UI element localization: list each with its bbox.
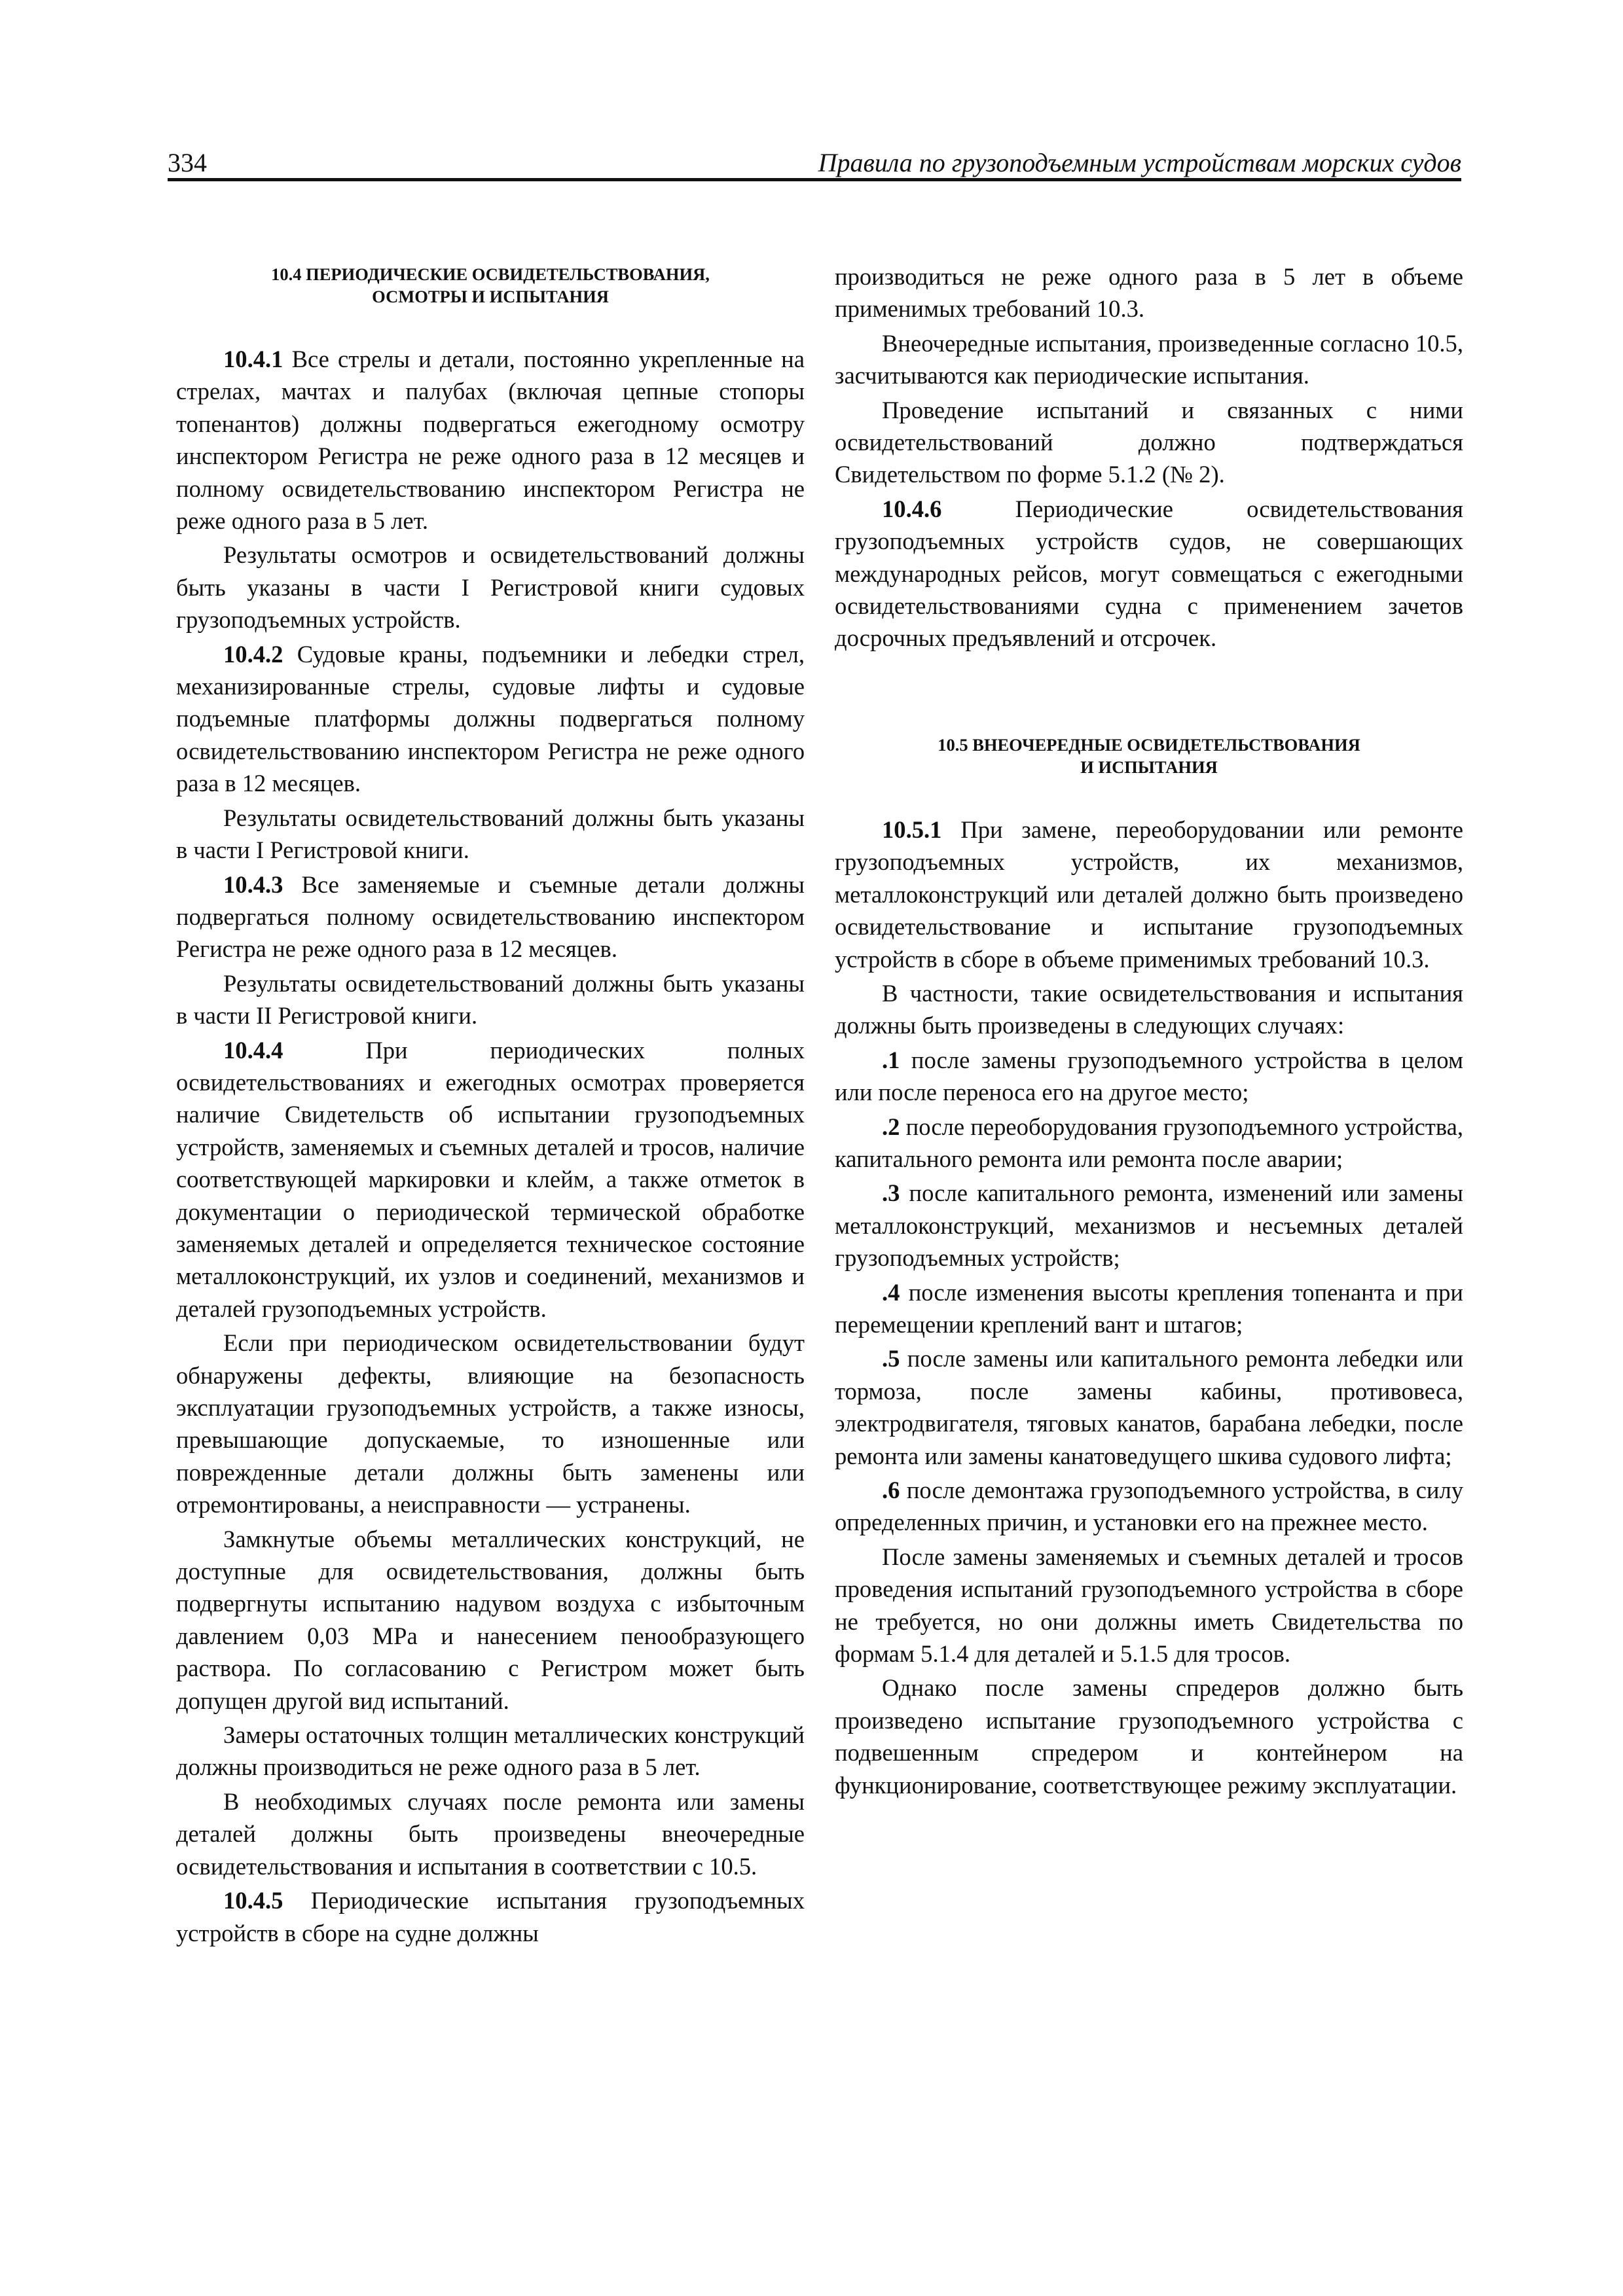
list-item: .3 после капитального ремонта, изменений или замены металлоконструкций, механизмов и несъемных деталей грузоподъемных устройств; — [835, 1179, 1463, 1272]
paragraph: Проведение испытаний и связанных с ними освидетельствований должно подтверждаться Свидетельством по форме 5.1.2 (№ 2). — [835, 396, 1463, 488]
paragraph: Если при периодическом освидетельствовании будут обнаружены дефекты, влияющие на безопасность эксплуатации грузоподъемных устройств, а также износы, превышающие допускаемые, то изношенные или поврежденные детали должны быть заменены или отремонтированы, а неисправности — устранены. — [176, 1329, 805, 1518]
page-header — [168, 145, 1461, 181]
section-heading-10-5: 10.5 ВНЕОЧЕРЕДНЫЕ ОСВИДЕТЕЛЬСТВОВАНИЯ И ИСПЫТАНИЯ — [938, 734, 1360, 777]
section-heading-10-4: 10.4 ПЕРИОДИЧЕСКИЕ ОСВИДЕТЕЛЬСТВОВАНИЯ, ОСМОТРЫ И ИСПЫТАНИЯ — [271, 264, 710, 306]
paragraph-10-4-6: 10.4.6 Периодические освидетельствования грузоподъемных устройств судов, не совершающих международных рейсов, могут совмещаться с ежегодными освидетельствованиями судна с применением зачетов досрочных предъявлений и отсрочек. — [835, 495, 1463, 652]
paragraph: производиться не реже одного раза в 5 лет в объеме применимых требований 10.3. — [835, 263, 1463, 323]
header-rule — [168, 178, 1461, 181]
paragraph: Результаты освидетельствований должны быть указаны в части I Регистровой книги. — [176, 804, 805, 864]
paragraph-10-5-1: 10.5.1 При замене, переоборудовании или ремонте грузоподъемных устройств, их механизмов, металлоконструкций или деталей должно быть произведено освидетельствование и испытание грузоподъемных устройств в сборе в объеме применимых требований 10.3. — [835, 816, 1463, 973]
paragraph: Однако после замены спредеров должно быть произведено испытание грузоподъемного устройства с подвешенным спредером и контейнером на функционирование, соответствующее режиму эксплуатации. — [835, 1674, 1463, 1799]
running-title: Правила по грузоподъемным устройствам морских судов — [818, 148, 1461, 177]
paragraph: Результаты освидетельствований должны быть указаны в части II Регистровой книги. — [176, 969, 805, 1030]
paragraph: В необходимых случаях после ремонта или замены деталей должны быть произведены внеочередные освидетельствования и испытания в соответствии с 10.5. — [176, 1787, 805, 1880]
paragraph-10-4-3: 10.4.3 Все заменяемые и съемные детали должны подвергаться полному освидетельствованию инспектором Регистра не реже одного раза в 12 месяцев. — [176, 870, 805, 963]
paragraph: После замены заменяемых и съемных деталей и тросов проведения испытаний грузоподъемного устройства в сборе не требуется, но они должны иметь Свидетельства по формам 5.1.4 для деталей и 5.1.5 для тросов. — [835, 1543, 1463, 1668]
list-item: .4 после изменения высоты крепления топенанта и при перемещении креплений вант и штагов; — [835, 1278, 1463, 1338]
left-column — [176, 260, 805, 1951]
list-item: .5 после замены или капитального ремонта лебедки или тормоза, после замены кабины, противовеса, электродвигателя, тяговых канатов, барабана лебедки, после ремонта или замены канатоведущего шкива судового лифта; — [835, 1345, 1463, 1469]
paragraph: Внеочередные испытания, произведенные согласно 10.5, засчитываются как периодические испытания. — [835, 329, 1463, 389]
paragraph: Замеры остаточных толщин металлических конструкций должны производиться не реже одного раза в 5 лет. — [176, 1721, 805, 1781]
list-item: .2 после переоборудования грузоподъемного устройства, капитального ремонта или ремонта после аварии; — [835, 1113, 1463, 1172]
paragraph: Результаты осмотров и освидетельствований должны быть указаны в части I Регистровой книги судовых грузоподъемных устройств. — [176, 541, 805, 634]
paragraph: Замкнутые объемы металлических конструкций, не доступные для освидетельствования, должны быть подвергнуты испытанию надувом воздуха с избыточным давлением 0,03 МРа и нанесением пенообразующего раствора. По согласованию с Регистром может быть допущен другой вид испытаний. — [176, 1525, 805, 1714]
list-item: .1 после замены грузоподъемного устройства в целом или после переноса его на другое место; — [835, 1046, 1463, 1106]
right-column — [835, 260, 1463, 1803]
page-number: 334 — [168, 148, 207, 177]
paragraph-10-4-1: 10.4.1 Все стрелы и детали, постоянно укрепленные на стрелах, мачтах и палубах (включая цепные стопоры топенантов) должны подвергаться ежегодному осмотру инспектором Регистра не реже одного раза в 12 месяцев и полному освидетельствованию инспектором Регистра не реже одного раза в 5 лет. — [176, 346, 805, 535]
paragraph-10-4-2: 10.4.2 Судовые краны, подъемники и лебедки стрел, механизированные стрелы, судовые лифты и судовые подъемные платформы должны подвергаться полному освидетельствованию инспектором Регистра не реже одного раза в 12 месяцев. — [176, 640, 805, 797]
list-item: .6 после демонтажа грузоподъемного устройства, в силу определенных причин, и установки его на прежнее место. — [835, 1477, 1463, 1536]
paragraph: В частности, такие освидетельствования и испытания должны быть произведены в следующих случаях: — [835, 979, 1463, 1039]
paragraph-10-4-4: 10.4.4 При периодических полных освидетельствованиях и ежегодных осмотрах проверяется наличие Свидетельств об испытании грузоподъемных устройств, заменяемых и съемных деталей и тросов, наличие соответствующей маркировки и клейм, а также отметок в документации о периодической термической обработке заменяемых деталей и определяется техническое состояние металлоконструкций, их узлов и соединений, механизмов и деталей грузоподъемных устройств. — [176, 1036, 805, 1322]
paragraph-10-4-5: 10.4.5 Периодические испытания грузоподъемных устройств в сборе на судне должны — [176, 1887, 805, 1946]
